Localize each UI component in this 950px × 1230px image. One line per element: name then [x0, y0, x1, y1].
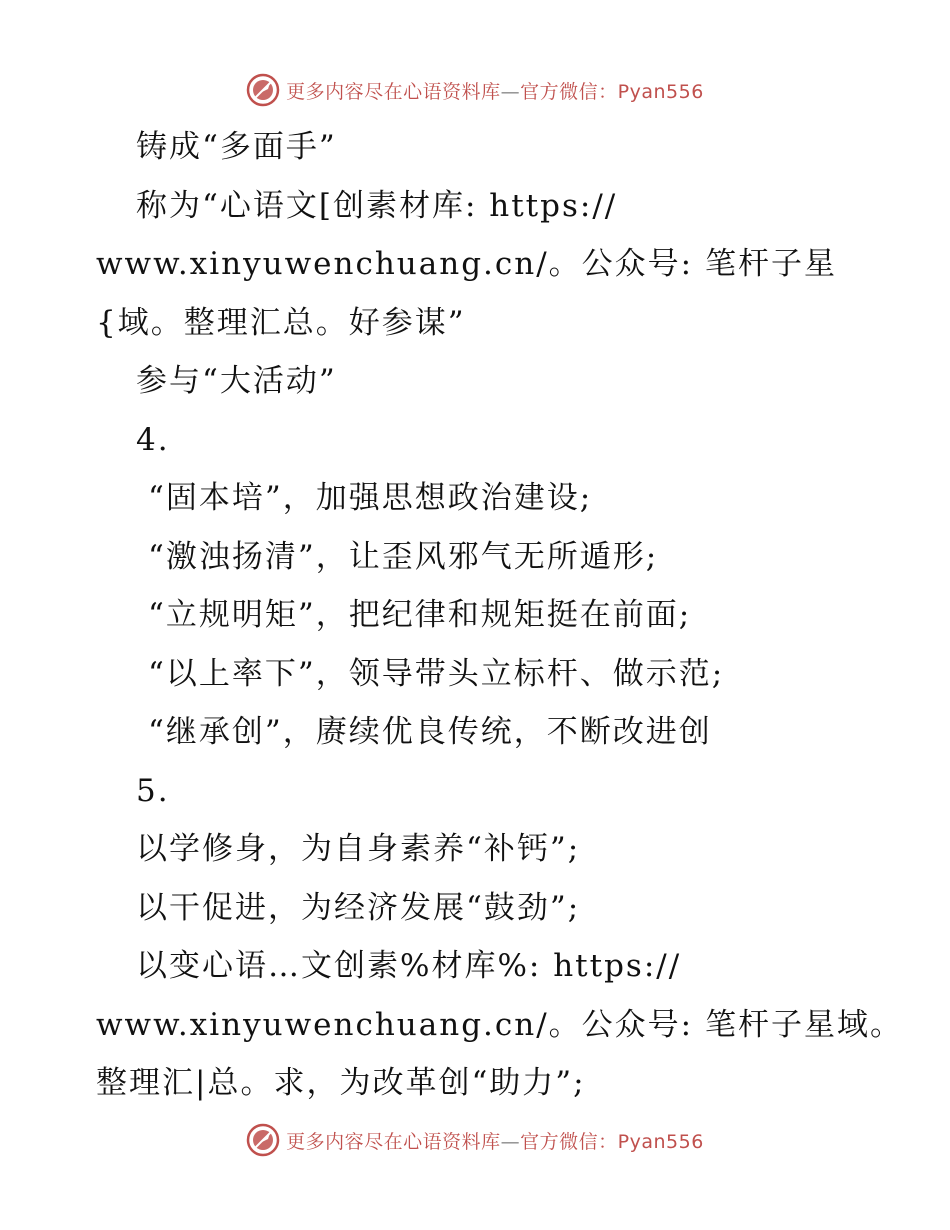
header-watermark [0, 70, 950, 110]
text-line: 5. [136, 772, 170, 809]
watermark-separator: — [500, 80, 521, 103]
watermark-text: 更多内容尽在心语资料库 [286, 1130, 501, 1153]
text-line: {域。整理汇总。好参谋” [96, 304, 466, 341]
text-line: 称为“心语文[创素材库: https:// [136, 187, 618, 224]
text-line: 以学修身，为自身素养“补钙”; [136, 831, 581, 867]
text-line: “立规明矩”，把纪律和规矩挺在前面; [148, 597, 692, 633]
watermark-wechat: 官方微信：Pyan556 [520, 1130, 704, 1153]
text-line: “继承创”，赓续优良传统，不断改进创 [148, 714, 712, 750]
watermark-separator: — [500, 1130, 521, 1153]
watermark-text: 更多内容尽在心语资料库 [286, 80, 501, 103]
text-line: 以干促进，为经济发展“鼓劲”; [136, 889, 581, 926]
text-line: 4. [136, 421, 170, 458]
text-line: www.xinyuwenchuang.cn/。公众号: 笔杆子星域。 [96, 1006, 903, 1043]
text-line: www.xinyuwenchuang.cn/。公众号: 笔杆子星 [96, 246, 837, 282]
footer-watermark [0, 1120, 950, 1160]
quill-logo-icon [246, 1123, 280, 1157]
text-line: 以变心语…文创素%材库%: https:// [136, 948, 682, 984]
text-line: “激浊扬清”，让歪风邪气无所遁形; [148, 538, 659, 575]
text-line: 整理汇|总。求，为改革创“助力”; [96, 1065, 586, 1101]
text-line: “以上率下”，领导带头立标杆、做示范; [148, 655, 725, 692]
text-line: 铸成“多面手” [136, 129, 337, 165]
quill-logo-icon [246, 73, 280, 107]
watermark-wechat: 官方微信：Pyan556 [520, 80, 704, 103]
document-body [96, 118, 903, 1113]
text-line: 参与“大活动” [136, 363, 337, 399]
text-line: “固本培”，加强思想政治建设; [148, 480, 593, 516]
